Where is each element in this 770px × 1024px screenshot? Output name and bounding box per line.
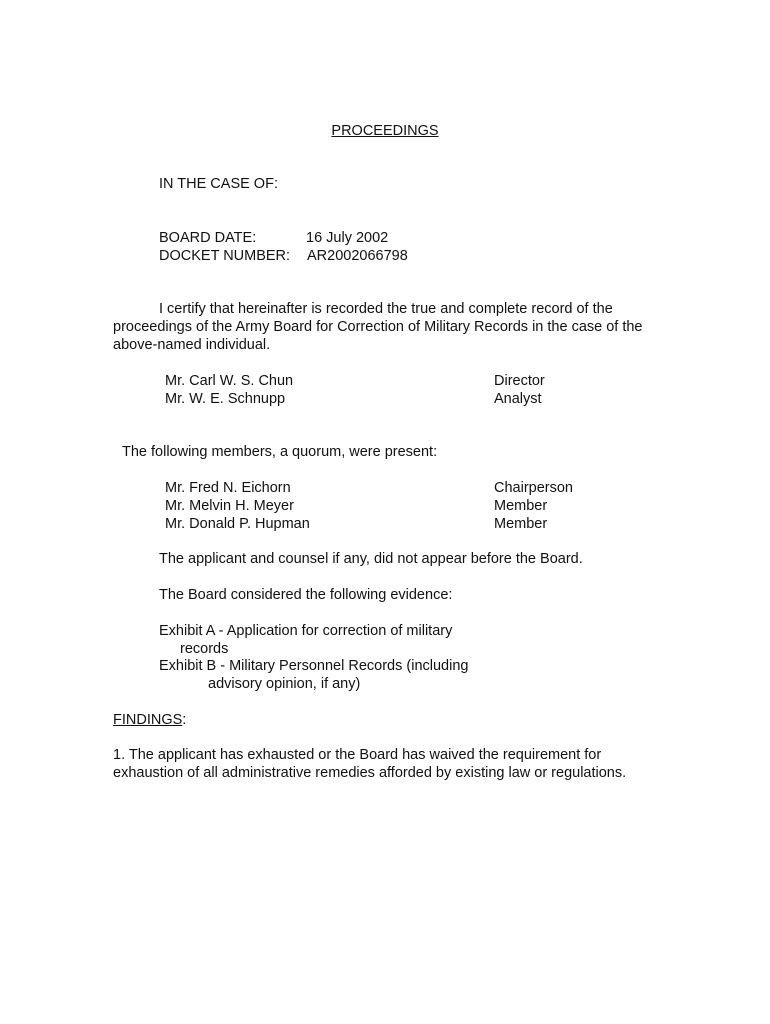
member-role-3: Member — [494, 516, 548, 532]
staff-name-1: Mr. Carl W. S. Chun — [165, 373, 294, 389]
member-role-2: Member — [494, 498, 548, 514]
findings-heading-colon: : — [182, 712, 187, 728]
staff-name-2: Mr. W. E. Schnupp — [165, 391, 286, 407]
members-intro: The following members, a quorum, were present: — [122, 444, 438, 460]
board-date-label: BOARD DATE: — [159, 230, 257, 246]
exhibit-a-line-2: records — [180, 641, 229, 657]
appearance-statement: The applicant and counsel if any, did not appear before the Board. — [159, 551, 583, 567]
member-name-3: Mr. Donald P. Hupman — [165, 516, 310, 532]
findings-heading — [113, 711, 186, 729]
member-role-1: Chairperson — [494, 480, 573, 496]
case-label: IN THE CASE OF: — [159, 176, 278, 192]
finding-1: 1. The applicant has exhausted or the Board has waived the requirement for exhaustion of all administrative remedies afforded by existing law or regulations. — [113, 747, 627, 781]
certification-paragraph: I certify that hereinafter is recorded the true and complete record of the proceedings of the Army Board for Correction of Military Records in the case of the above-named individual. — [113, 301, 643, 353]
exhibit-b-line-2: advisory opinion, if any) — [208, 676, 361, 692]
member-name-2: Mr. Melvin H. Meyer — [165, 498, 294, 514]
member-name-1: Mr. Fred N. Eichorn — [165, 480, 291, 496]
docket-number-label: DOCKET NUMBER: — [159, 248, 291, 264]
findings-heading-text: FINDINGS — [113, 712, 183, 728]
board-date-value: 16 July 2002 — [306, 230, 389, 246]
page-title: PROCEEDINGS — [331, 123, 439, 139]
exhibit-a-line-1: Exhibit A - Application for correction of military — [159, 623, 453, 639]
evidence-intro: The Board considered the following evidence: — [159, 587, 453, 603]
staff-role-1: Director — [494, 373, 545, 389]
staff-role-2: Analyst — [494, 391, 542, 407]
exhibit-b-line-1: Exhibit B - Military Personnel Records (including — [159, 658, 469, 674]
docket-number-value: AR2002066798 — [307, 248, 408, 264]
